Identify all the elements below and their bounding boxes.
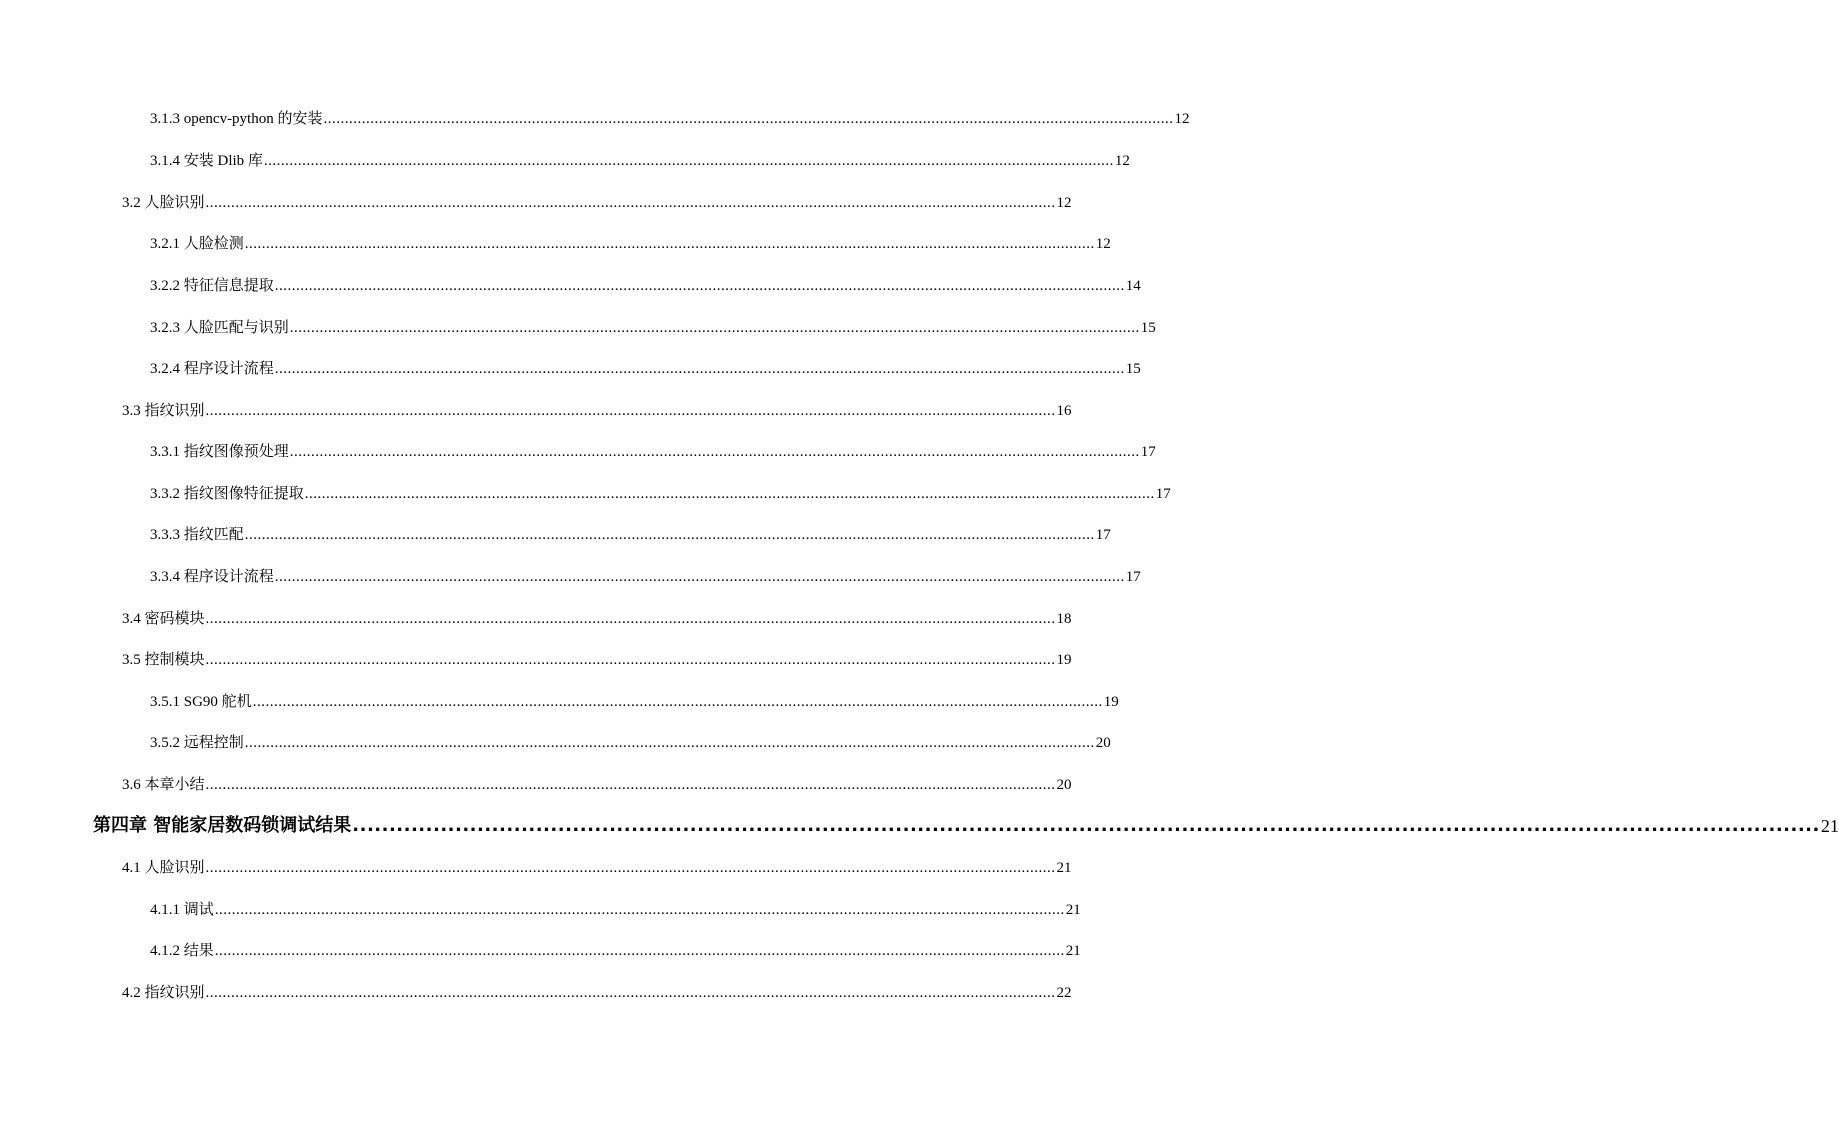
toc-entry[interactable] [150,148,1130,170]
dot-leader: ........................................................................................................................................................................................................ [205,777,1056,793]
dot-leader: ........................................................................................................................................................................................................ [205,403,1056,419]
toc-entry-page: 21 [1820,816,1839,836]
dot-leader: ........................................................................................................................................................................................................ [252,694,1103,710]
dot-leader: ........................................................................................................................................................................................................ [205,611,1056,627]
dot-leader: ........................................................................................................................................................................................................ [205,985,1056,1001]
toc-entry[interactable] [150,481,1171,503]
toc-entry[interactable] [122,190,1072,212]
toc-entry-page: 21 [1065,902,1081,918]
dot-leader: ........................................................................................................................................................................................................ [274,278,1125,294]
toc-entry[interactable] [122,855,1072,877]
toc-entry-title: 3.2.2 特征信息提取 [150,278,274,294]
dot-leader: ........................................................................................................................................................................................................ [214,902,1065,918]
toc-entry-title: 3.3.1 指纹图像预处理 [150,444,289,460]
dot-leader: ........................................................................................................................................................................................................ [352,815,1820,836]
toc-entry-title: 4.2 指纹识别 [122,985,205,1001]
toc-entry-page: 12 [1114,153,1130,169]
toc-entry-title: 3.5 控制模块 [122,652,205,668]
dot-leader: ........................................................................................................................................................................................................ [323,111,1174,127]
dot-leader: ........................................................................................................................................................................................................ [263,153,1114,169]
dot-leader: ........................................................................................................................................................................................................ [304,486,1155,502]
toc-entry-title: 3.2 人脸识别 [122,195,205,211]
toc-entry-title: 4.1.1 调试 [150,902,214,918]
dot-leader: ........................................................................................................................................................................................................ [274,361,1125,377]
toc-entry-title: 3.3.4 程序设计流程 [150,569,274,585]
toc-entry-title: 3.1.4 安装 Dlib 库 [150,153,263,169]
dot-leader: ........................................................................................................................................................................................................ [205,195,1056,211]
dot-leader: ........................................................................................................................................................................................................ [205,652,1056,668]
dot-leader: ........................................................................................................................................................................................................ [214,943,1065,959]
toc-entry[interactable] [150,356,1141,378]
toc-entry-page: 17 [1095,527,1111,543]
toc-entry-title: 4.1.2 结果 [150,943,214,959]
dot-leader: ........................................................................................................................................................................................................ [289,320,1140,336]
toc-entry[interactable] [122,647,1072,669]
toc-entry[interactable] [150,106,1190,128]
toc-entry-page: 17 [1140,444,1156,460]
dot-leader: ........................................................................................................................................................................................................ [205,860,1056,876]
toc-entry-title: 3.1.3 opencv-python 的安装 [150,111,323,127]
toc-entry[interactable] [150,689,1119,711]
toc-entry[interactable] [150,897,1081,919]
toc-entry-page: 14 [1125,278,1141,294]
toc-entry-title: 3.2.4 程序设计流程 [150,361,274,377]
toc-entry-page: 12 [1095,236,1111,252]
toc-entry-title: 4.1 人脸识别 [122,860,205,876]
dot-leader: ........................................................................................................................................................................................................ [289,444,1140,460]
toc-entry[interactable] [150,938,1081,960]
toc-entry[interactable] [150,522,1111,544]
toc-entry-page: 17 [1155,486,1171,502]
toc-entry-title: 3.5.2 远程控制 [150,735,244,751]
toc-entry-title: 3.3.3 指纹匹配 [150,527,244,543]
toc-entry[interactable] [122,398,1072,420]
toc-entry-page: 15 [1125,361,1141,377]
toc-entry-title: 3.3 指纹识别 [122,403,205,419]
toc-entry-page: 21 [1065,943,1081,959]
toc-entry[interactable] [150,273,1141,295]
dot-leader: ........................................................................................................................................................................................................ [244,236,1095,252]
dot-leader: ........................................................................................................................................................................................................ [244,735,1095,751]
toc-entry[interactable] [150,439,1156,461]
toc-entry-title: 3.3.2 指纹图像特征提取 [150,486,304,502]
toc-entry-page: 15 [1140,320,1156,336]
toc-entry[interactable] [122,980,1072,1002]
toc-entry-page: 20 [1056,777,1072,793]
toc-entry-page: 18 [1056,611,1072,627]
toc-entry[interactable] [122,606,1072,628]
toc-entry-page: 16 [1056,403,1072,419]
toc-entry[interactable] [150,315,1156,337]
toc-entry-page: 19 [1103,694,1119,710]
toc-entry-title: 第四章 智能家居数码锁调试结果 [93,815,352,836]
toc-entry-title: 3.2.1 人脸检测 [150,236,244,252]
toc-entry-page: 19 [1056,652,1072,668]
toc-entry-title: 3.4 密码模块 [122,611,205,627]
toc-entry[interactable] [150,231,1111,253]
toc-entry[interactable] [150,564,1141,586]
toc-entry-page: 12 [1056,195,1072,211]
toc-entry-page: 17 [1125,569,1141,585]
toc-entry[interactable] [122,772,1072,794]
toc-entry-page: 21 [1056,860,1072,876]
toc-entry[interactable] [150,730,1111,752]
toc-entry-page: 12 [1174,111,1190,127]
dot-leader: ........................................................................................................................................................................................................ [274,569,1125,585]
toc-chapter-entry[interactable] [93,812,1839,836]
toc-entry-title: 3.2.3 人脸匹配与识别 [150,320,289,336]
dot-leader: ........................................................................................................................................................................................................ [244,527,1095,543]
toc-entry-page: 20 [1095,735,1111,751]
toc-entry-title: 3.6 本章小结 [122,777,205,793]
toc-entry-page: 22 [1056,985,1072,1001]
toc-entry-title: 3.5.1 SG90 舵机 [150,694,252,710]
